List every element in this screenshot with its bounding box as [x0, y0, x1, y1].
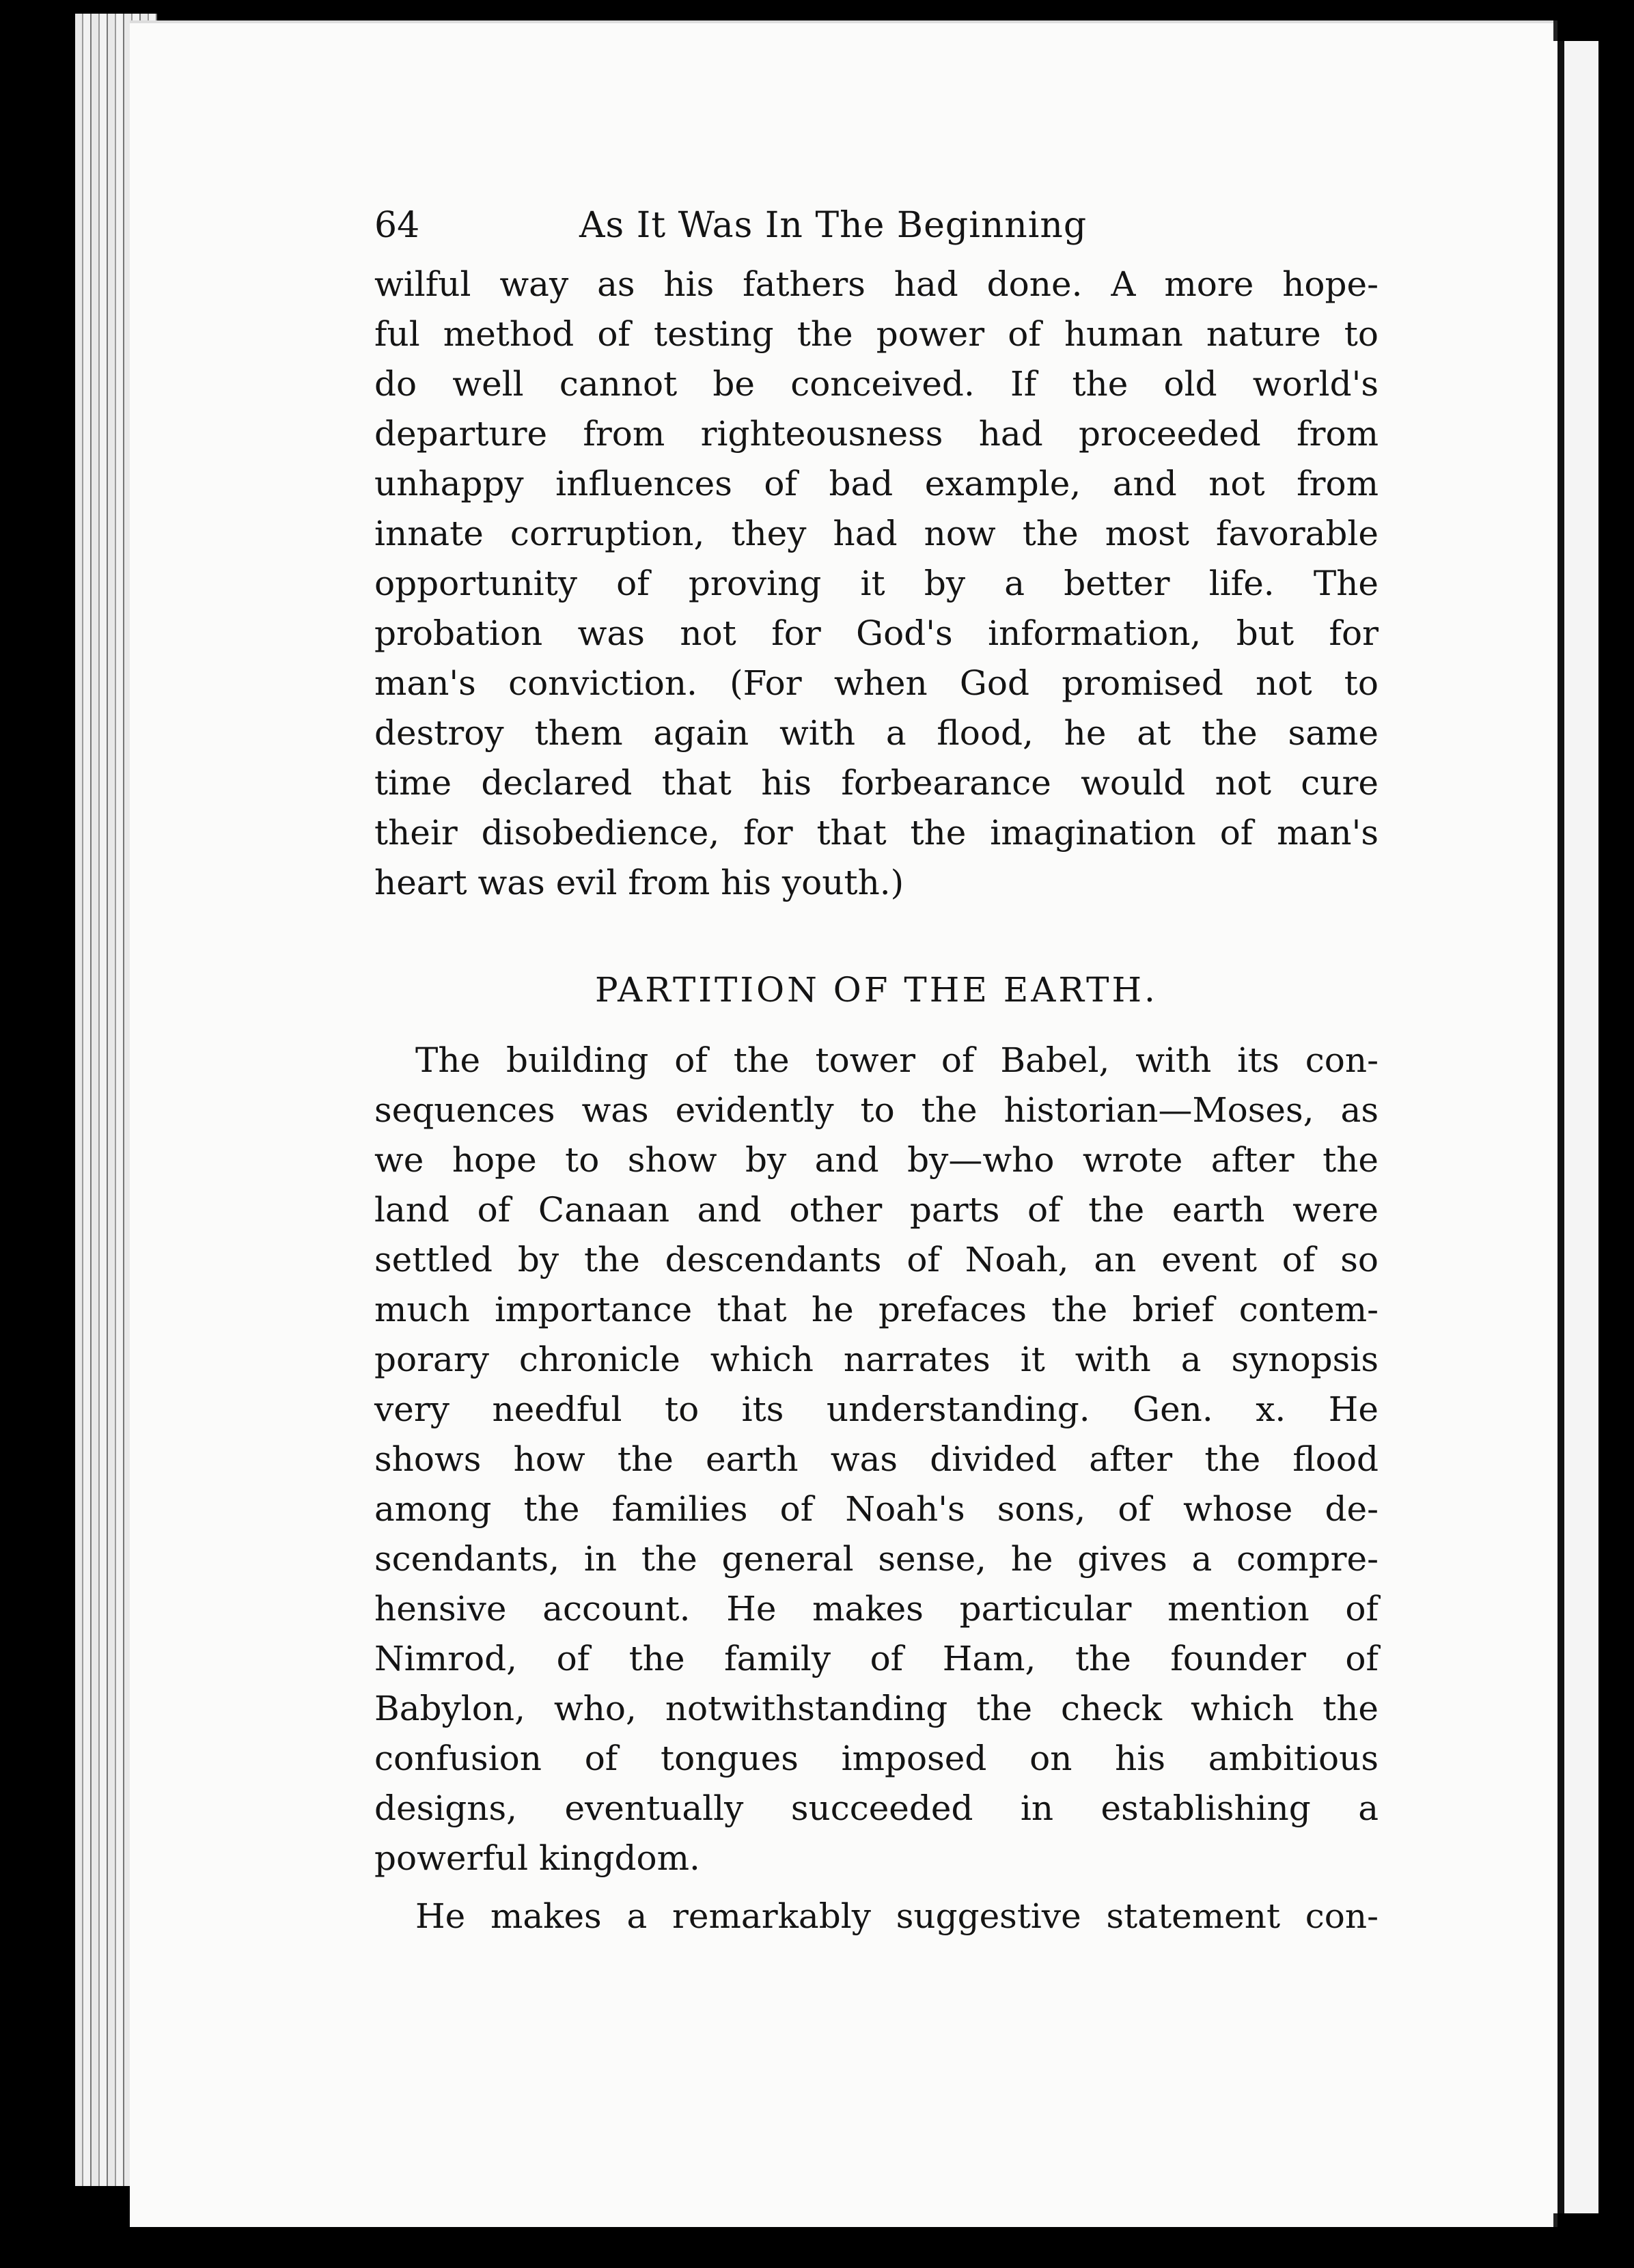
- text-line: unhappy influences of bad example, and not from: [374, 464, 1379, 503]
- page-content: [374, 191, 1379, 1941]
- text-line: The building of the tower of Babel, with its con-: [415, 1040, 1379, 1080]
- text-line: land of Canaan and other parts of the earth were: [374, 1190, 1379, 1230]
- text-line: innate corruption, they had now the most favorable: [374, 514, 1379, 553]
- text-line: powerful kingdom.: [374, 1838, 700, 1878]
- text-line: probation was not for God's information, but for: [374, 613, 1379, 653]
- text-line: man's conviction. (For when God promised not to: [374, 663, 1379, 703]
- bottom-scan-edge: [130, 2227, 1598, 2268]
- paragraph-3: [374, 1892, 1379, 1941]
- right-page-edge: [1544, 41, 1598, 2213]
- text-line: shows how the earth was divided after the flood: [374, 1439, 1379, 1479]
- text-line: sequences was evidently to the historian—Moses, as: [374, 1090, 1379, 1130]
- text-line: time declared that his forbearance would not cure: [374, 763, 1379, 803]
- running-title: As It Was In The Beginning: [579, 205, 1088, 246]
- text-line: hensive account. He makes particular mention of: [374, 1589, 1379, 1629]
- text-line: heart was evil from his youth.): [374, 863, 904, 902]
- text-line: ful method of testing the power of human nature to: [374, 314, 1379, 354]
- paragraph-1: [374, 260, 1379, 908]
- text-line: among the families of Noah's sons, of whose de-: [374, 1489, 1379, 1529]
- text-line: scendants, in the general sense, he gives a compre-: [374, 1539, 1379, 1579]
- text-line: their disobedience, for that the imagination of man's: [374, 813, 1379, 853]
- page-number: 64: [374, 205, 420, 246]
- text-line: He makes a remarkably suggestive statement con-: [415, 1896, 1379, 1936]
- section-heading: PARTITION OF THE EARTH.: [595, 970, 1158, 1010]
- page-header: [374, 191, 1379, 260]
- text-line: Babylon, who, notwithstanding the check which the: [374, 1689, 1379, 1728]
- text-line: destroy them again with a flood, he at the same: [374, 713, 1379, 753]
- text-line: we hope to show by and by—who wrote after the: [374, 1140, 1379, 1180]
- text-line: departure from righteousness had proceeded from: [374, 414, 1379, 454]
- text-line: settled by the descendants of Noah, an event of so: [374, 1240, 1379, 1280]
- paragraph-2: [374, 1036, 1379, 1883]
- text-line: confusion of tongues imposed on his ambitious: [374, 1739, 1379, 1778]
- text-line: do well cannot be conceived. If the old world's: [374, 364, 1379, 404]
- text-line: much importance that he prefaces the brief contem-: [374, 1290, 1379, 1329]
- text-line: designs, eventually succeeded in establishing a: [374, 1788, 1379, 1828]
- text-line: opportunity of proving it by a better life. The: [374, 564, 1379, 603]
- text-line: very needful to its understanding. Gen. x. He: [374, 1389, 1379, 1429]
- text-line: porary chronicle which narrates it with a synopsis: [374, 1340, 1379, 1379]
- text-line: wilful way as his fathers had done. A more hope-: [374, 264, 1379, 304]
- text-line: Nimrod, of the family of Ham, the founder of: [374, 1639, 1379, 1678]
